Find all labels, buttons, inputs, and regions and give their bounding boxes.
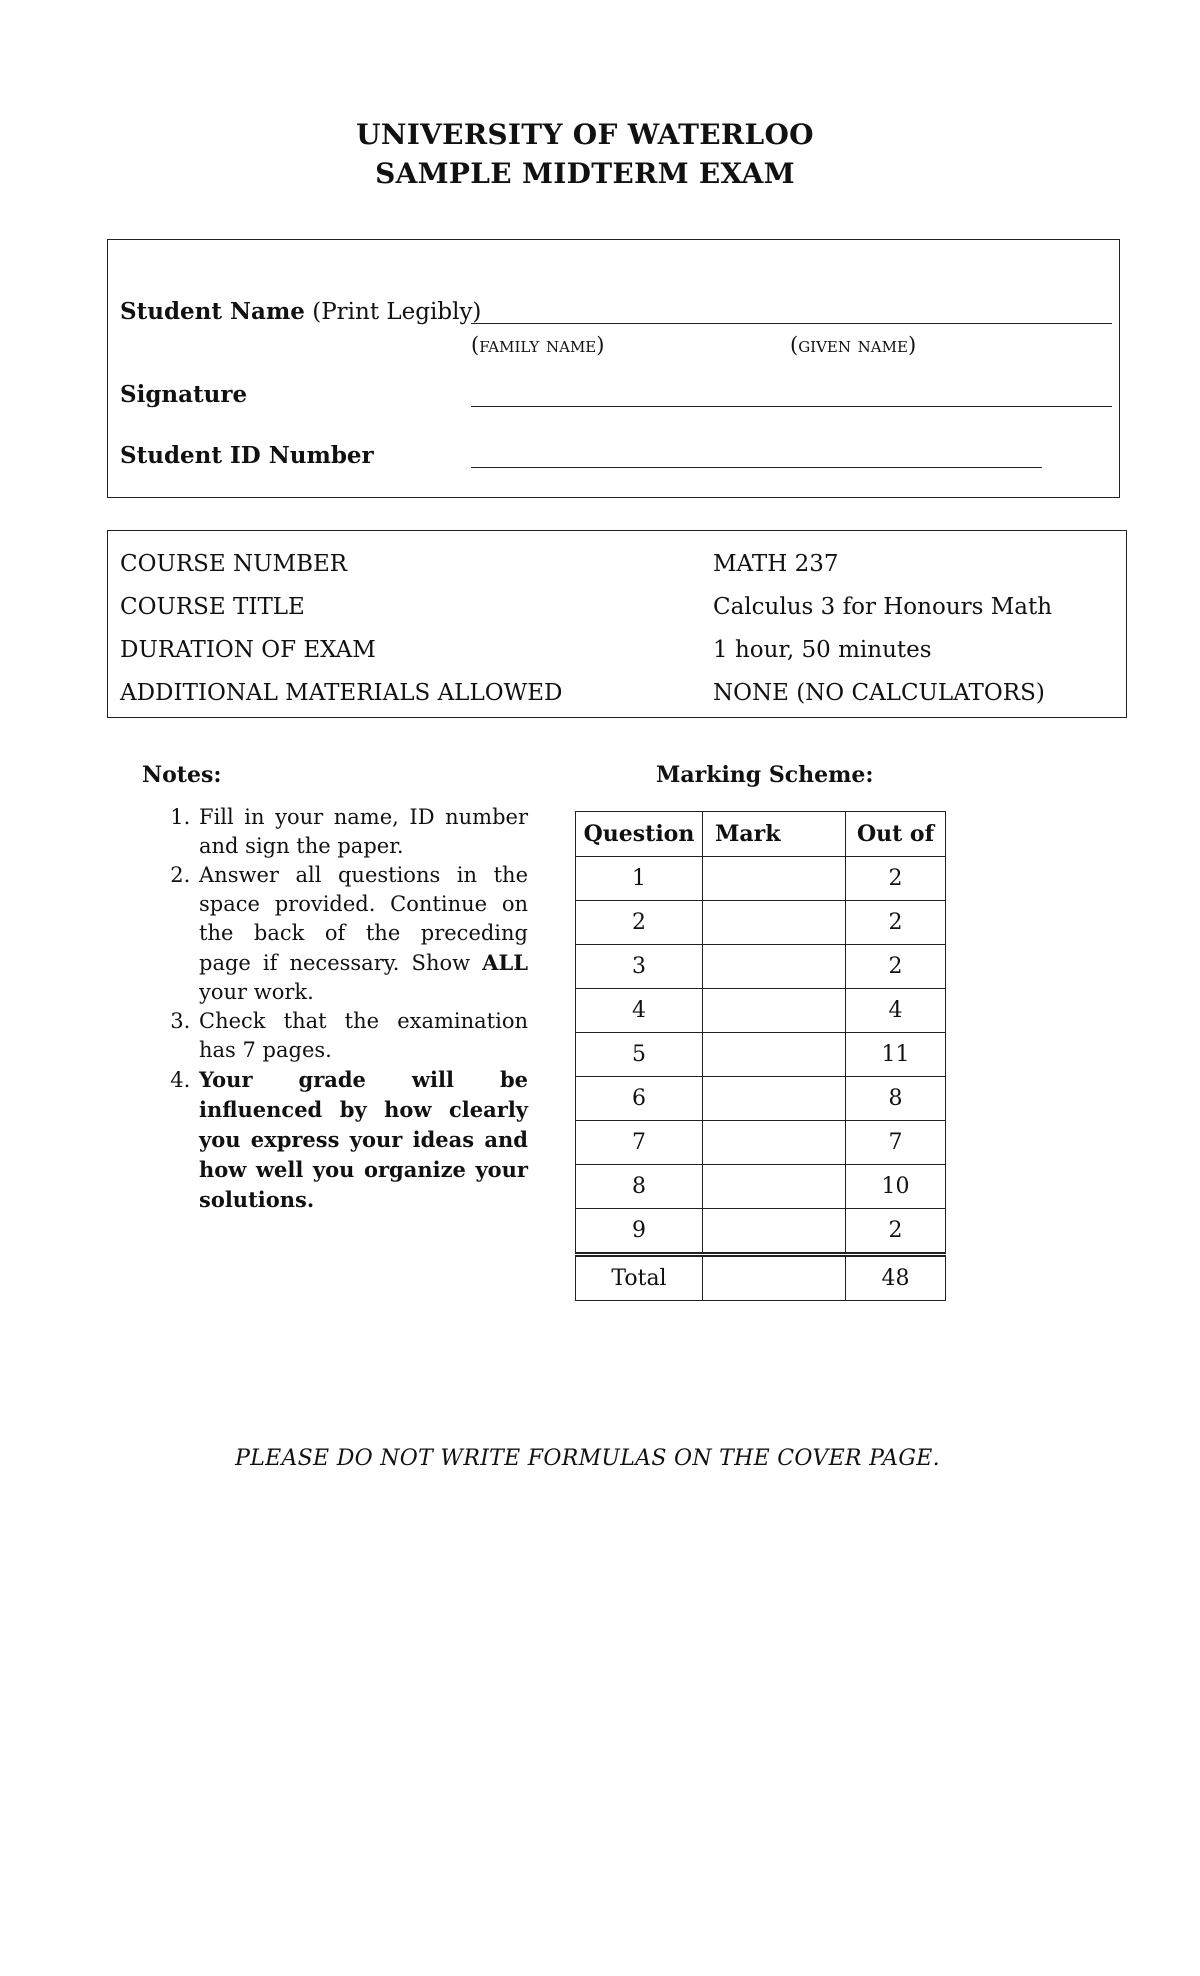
- out-of-value: 2: [846, 945, 946, 989]
- marking-header-row: [576, 812, 946, 857]
- duration-label: DURATION OF EXAM: [120, 637, 376, 663]
- total-mark-cell[interactable]: [703, 1255, 846, 1301]
- table-row: [576, 1209, 946, 1255]
- signature-label: Signature: [120, 381, 248, 408]
- out-of-value: 2: [846, 901, 946, 945]
- question-number: 5: [576, 1033, 703, 1077]
- given-name-caption: (given name): [790, 333, 917, 357]
- question-number: 3: [576, 945, 703, 989]
- notes-list: [165, 803, 528, 1215]
- out-of-column-header: Out of: [846, 812, 946, 857]
- mark-cell[interactable]: [703, 989, 846, 1033]
- mark-cell[interactable]: [703, 1033, 846, 1077]
- note-item-2-tail: your work.: [199, 980, 314, 1004]
- student-id-line[interactable]: [471, 467, 1042, 468]
- question-number: 8: [576, 1165, 703, 1209]
- note-item-4: [197, 1065, 528, 1215]
- out-of-value: 2: [846, 857, 946, 901]
- total-label: Total: [576, 1255, 703, 1301]
- family-name-caption: (family name): [471, 333, 605, 357]
- table-row: [576, 1033, 946, 1077]
- student-name-label-text: Student Name: [120, 298, 305, 325]
- marking-scheme-heading: Marking Scheme:: [656, 762, 874, 788]
- question-number: 2: [576, 901, 703, 945]
- mark-cell[interactable]: [703, 1077, 846, 1121]
- course-title-label: COURSE TITLE: [120, 594, 305, 620]
- cover-page-warning: PLEASE DO NOT WRITE FORMULAS ON THE COVER PAGE.: [235, 1446, 940, 1471]
- notes-heading: Notes:: [142, 762, 222, 788]
- course-number-label: COURSE NUMBER: [120, 551, 348, 577]
- question-number: 7: [576, 1121, 703, 1165]
- table-row: [576, 945, 946, 989]
- course-title-value: Calculus 3 for Honours Math: [713, 594, 1053, 620]
- table-row: [576, 1165, 946, 1209]
- question-number: 9: [576, 1209, 703, 1255]
- materials-value: NONE (NO CALCULATORS): [713, 680, 1045, 706]
- total-row: [576, 1255, 946, 1301]
- question-column-header: Question: [576, 812, 703, 857]
- student-name-line[interactable]: [471, 323, 1112, 324]
- mark-cell[interactable]: [703, 1121, 846, 1165]
- mark-column-header: Mark: [703, 812, 846, 857]
- materials-label: ADDITIONAL MATERIALS ALLOWED: [120, 680, 563, 706]
- table-row: [576, 857, 946, 901]
- mark-cell[interactable]: [703, 901, 846, 945]
- exam-subtitle: SAMPLE MIDTERM EXAM: [375, 157, 795, 190]
- note-item-2-text: Answer all questions in the space provided. Continue on the back of the preceding page if necessary. Show: [199, 863, 528, 975]
- note-item-1: [197, 803, 528, 861]
- note-item-3-text: Check that the examination has 7 pages.: [199, 1009, 528, 1062]
- out-of-value: 8: [846, 1077, 946, 1121]
- note-item-2: [197, 861, 528, 1007]
- note-item-1-text: Fill in your name, ID number and sign the paper.: [199, 805, 528, 858]
- student-name-label: [120, 298, 481, 325]
- mark-cell[interactable]: [703, 945, 846, 989]
- course-number-value: MATH 237: [713, 551, 839, 577]
- out-of-value: 11: [846, 1033, 946, 1077]
- table-row: [576, 989, 946, 1033]
- note-item-3: [197, 1007, 528, 1065]
- marking-scheme-table: [575, 811, 946, 1301]
- out-of-value: 2: [846, 1209, 946, 1255]
- print-legibly-hint: (Print Legibly): [312, 299, 482, 325]
- out-of-value: 7: [846, 1121, 946, 1165]
- question-number: 4: [576, 989, 703, 1033]
- exam-university-title: UNIVERSITY OF WATERLOO: [356, 118, 814, 151]
- total-value: 48: [846, 1255, 946, 1301]
- question-number: 1: [576, 857, 703, 901]
- table-row: [576, 1077, 946, 1121]
- table-row: [576, 901, 946, 945]
- note-item-2-emphasis: ALL: [482, 950, 528, 975]
- signature-line[interactable]: [471, 406, 1112, 407]
- note-item-4-text: Your grade will be influenced by how clearly you express your ideas and how well you organize your solutions.: [199, 1067, 528, 1212]
- mark-cell[interactable]: [703, 1209, 846, 1255]
- duration-value: 1 hour, 50 minutes: [713, 637, 932, 663]
- student-id-label: Student ID Number: [120, 442, 374, 469]
- out-of-value: 4: [846, 989, 946, 1033]
- mark-cell[interactable]: [703, 1165, 846, 1209]
- question-number: 6: [576, 1077, 703, 1121]
- out-of-value: 10: [846, 1165, 946, 1209]
- table-row: [576, 1121, 946, 1165]
- mark-cell[interactable]: [703, 857, 846, 901]
